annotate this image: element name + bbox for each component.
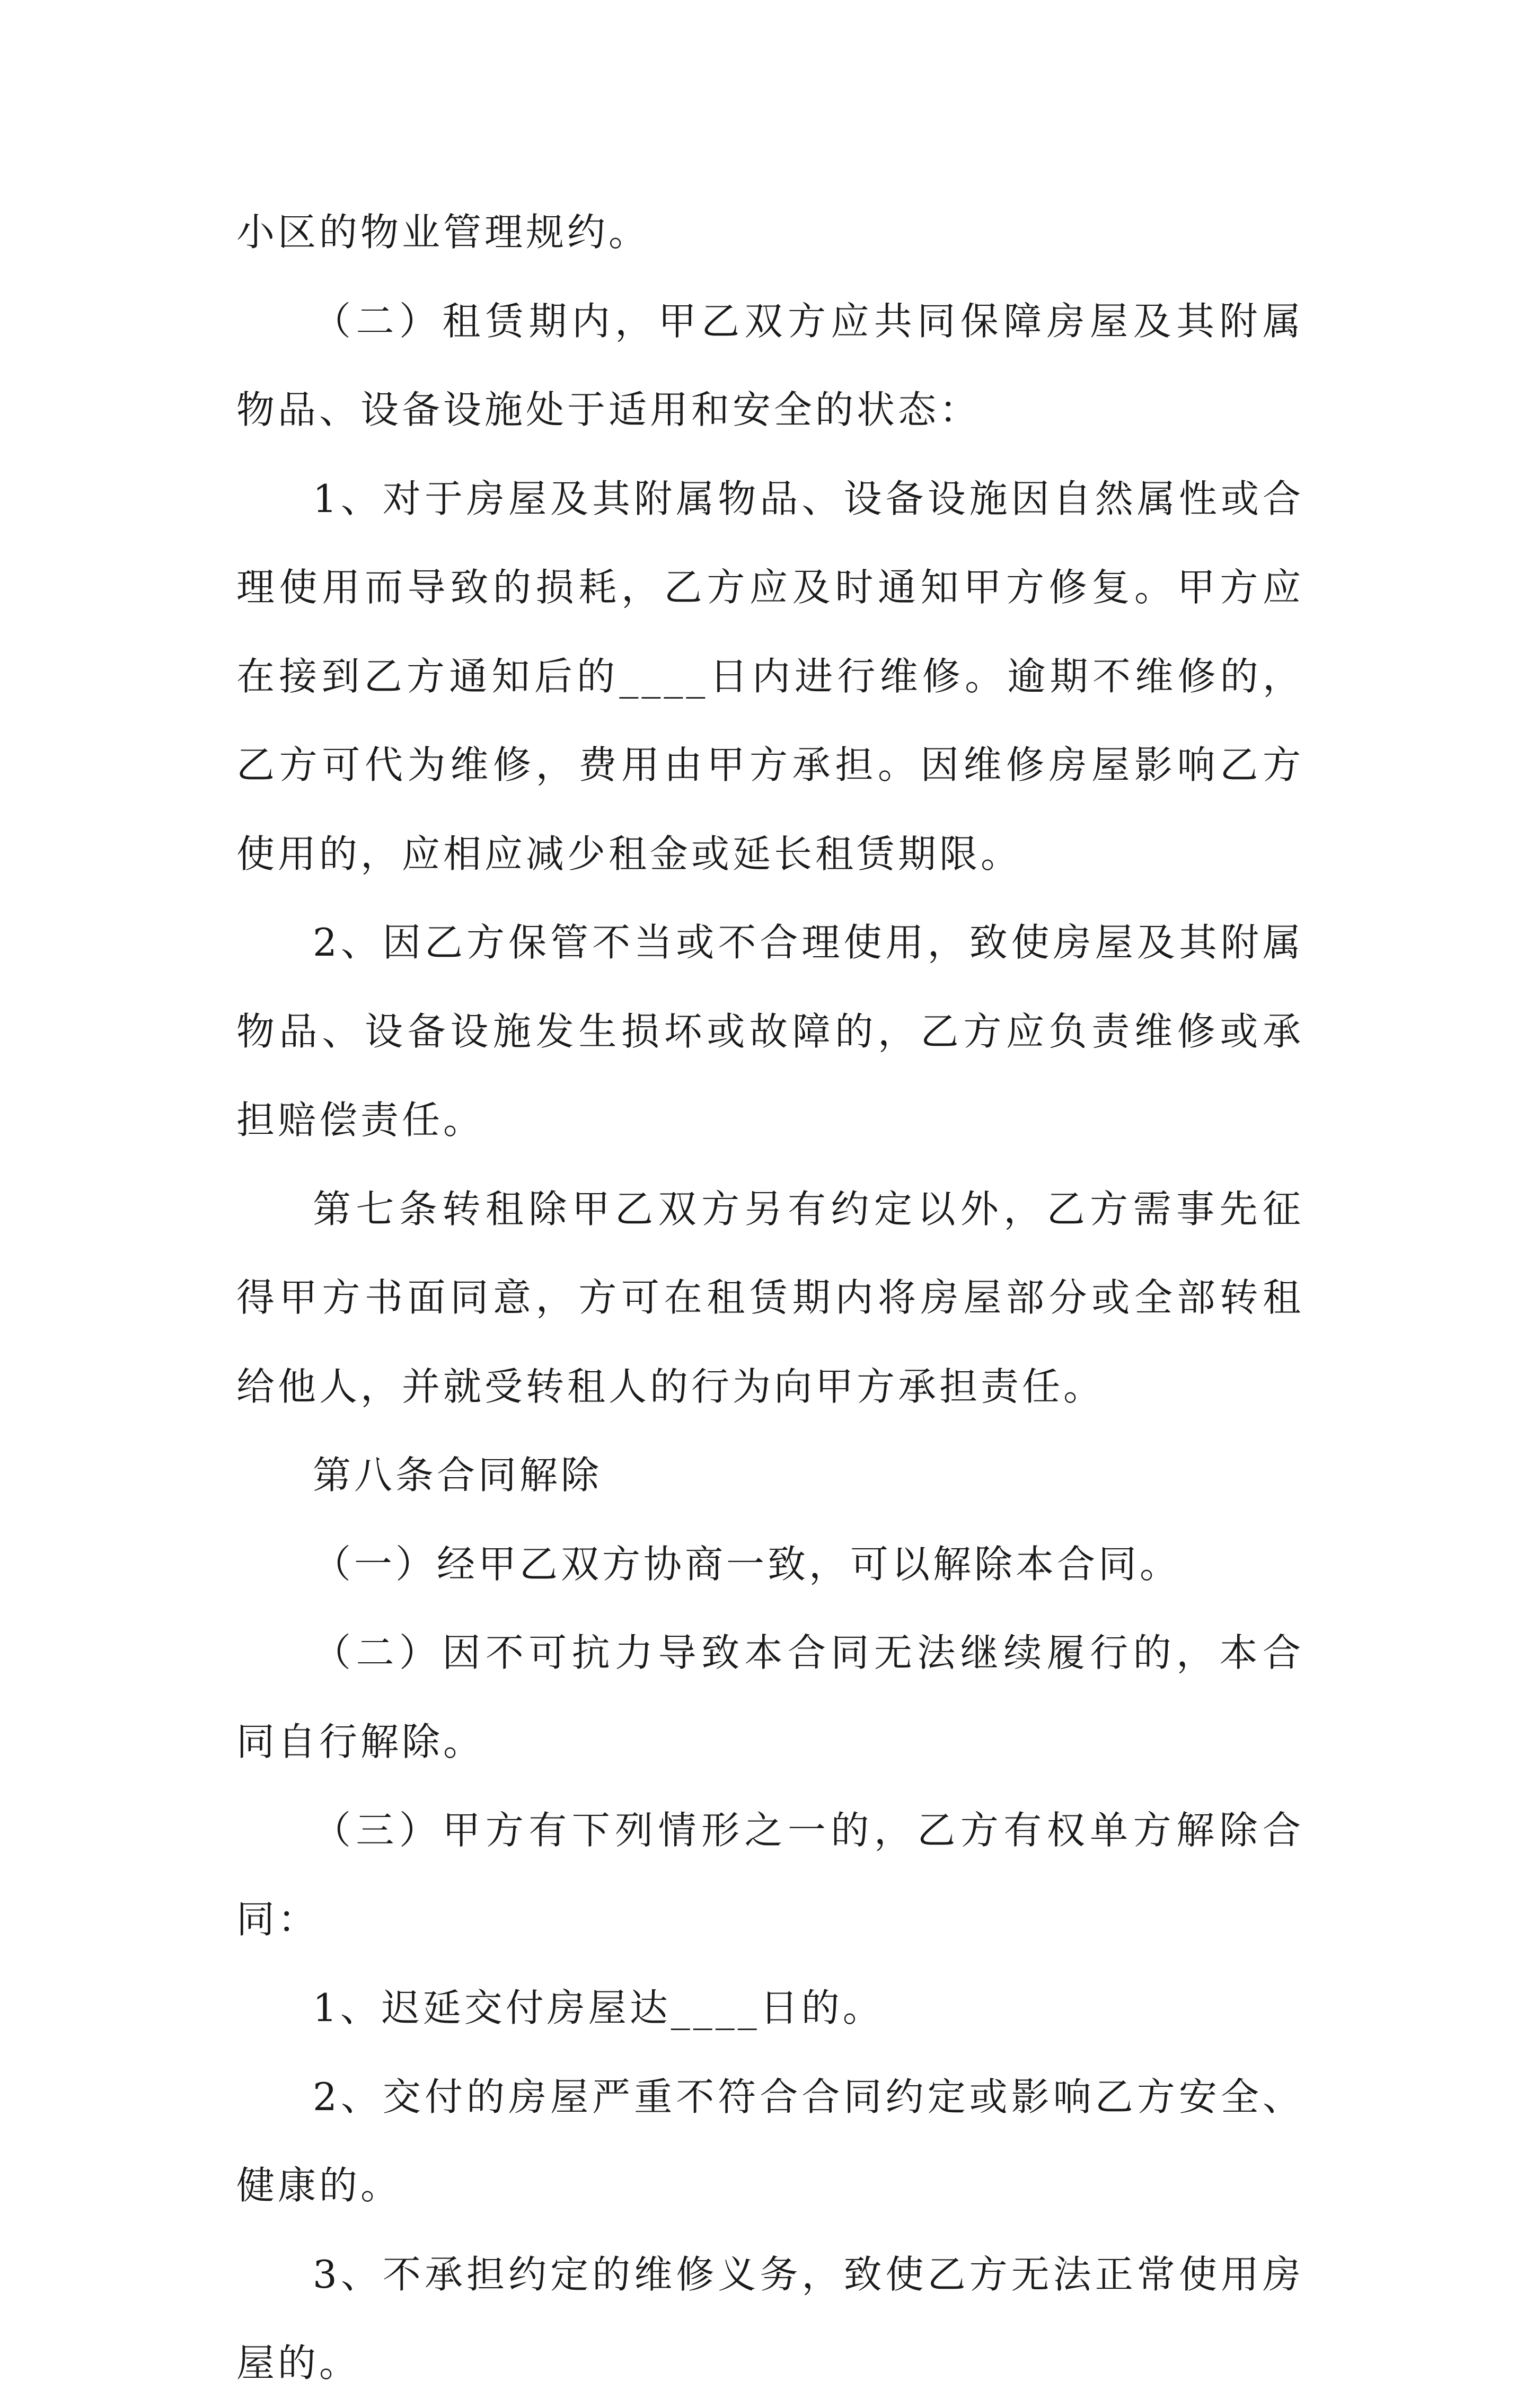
paragraph-case-delayed-delivery: 1、迟延交付房屋达____日的。	[313, 1986, 884, 2030]
paragraph-property-rules: 小区的物业管理规约。	[236, 210, 650, 254]
paragraph-lease-period-duties: （二）租赁期内，甲乙双方应共同保障房屋及其附属物品、设备设施处于适用和安全的状态：	[236, 298, 1304, 432]
paragraph-termination-force-majeure: （二）因不可抗力导致本合同无法继续履行的，本合同自行解除。	[236, 1630, 1304, 1764]
document-body	[236, 188, 1304, 2408]
paragraph-termination-landlord-cases: （三）甲方有下列情形之一的，乙方有权单方解除合同：	[236, 1808, 1304, 1942]
paragraph-termination-mutual: （一）经甲乙双方协商一致，可以解除本合同。	[313, 1541, 1182, 1586]
paragraph-case-nonconforming-house: 2、交付的房屋严重不符合合同约定或影响乙方安全、健康的。	[236, 2074, 1304, 2208]
paragraph-article-7-sublease: 第七条转租除甲乙双方另有约定以外，乙方需事先征得甲方书面同意，方可在租赁期内将房屋部分或全部转租给他人，并就受转租人的行为向甲方承担责任。	[236, 1186, 1304, 1409]
paragraph-case-no-repair: 3、不承担约定的维修义务，致使乙方无法正常使用房屋的。	[236, 2252, 1304, 2385]
paragraph-article-8-heading: 第八条合同解除	[313, 1453, 603, 1497]
paragraph-repair-natural-wear: 1、对于房屋及其附属物品、设备设施因自然属性或合理使用而导致的损耗，乙方应及时通知甲方修复。甲方应在接到乙方通知后的____日内进行维修。逾期不维修的，乙方可代为维修，费用由甲方承担。因维修房屋影响乙方使用的，应相应减少租金或延长租赁期限。	[236, 476, 1304, 876]
paragraph-tenant-damage: 2、因乙方保管不当或不合理使用，致使房屋及其附属物品、设备设施发生损坏或故障的，乙方应负责维修或承担赔偿责任。	[236, 920, 1304, 1142]
